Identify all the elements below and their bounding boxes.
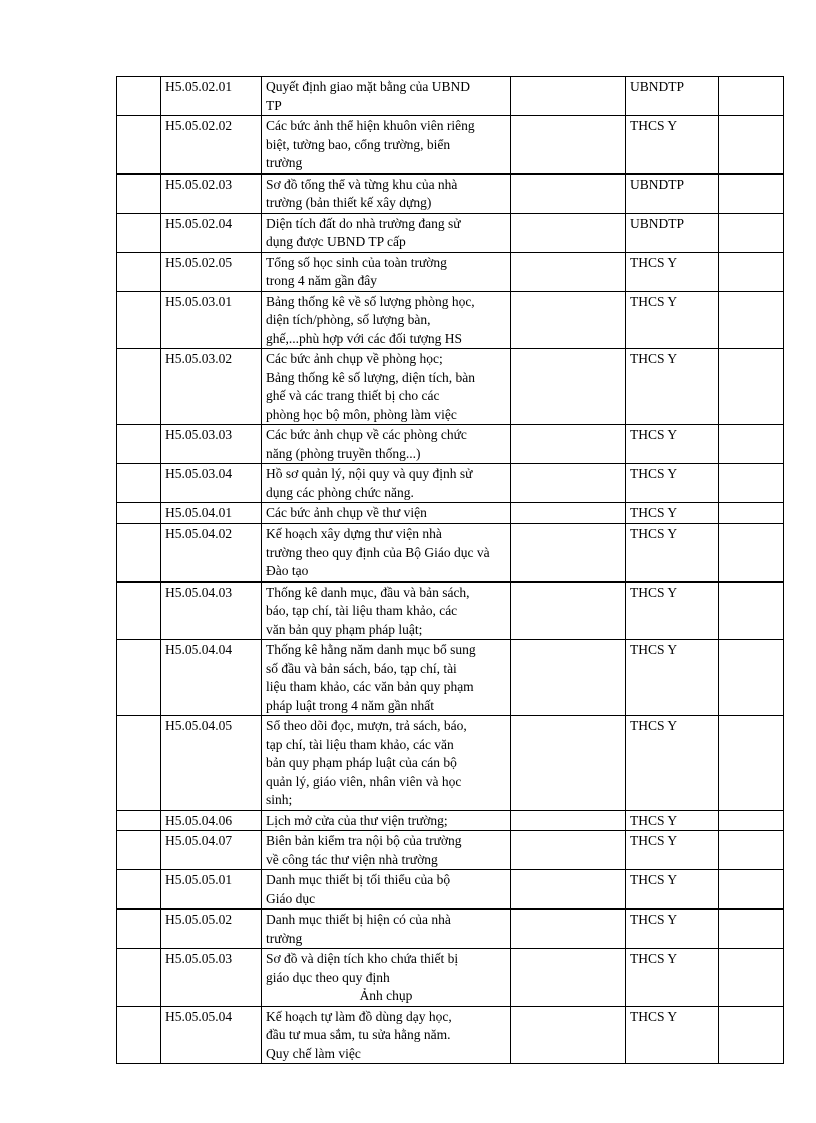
evidence-description	[262, 831, 511, 870]
table-row	[117, 810, 784, 831]
table-row	[117, 909, 784, 949]
evidence-description	[262, 909, 511, 949]
row-blank-cell	[117, 116, 161, 174]
description-line: số đầu và bản sách, báo, tạp chí, tài	[266, 660, 457, 676]
evidence-description	[262, 640, 511, 716]
row-blank-cell	[117, 503, 161, 524]
row-blank-cell	[511, 1006, 626, 1064]
row-blank-cell	[511, 870, 626, 910]
row-blank-cell	[511, 425, 626, 464]
description-line: văn bản quy phạm pháp luật;	[266, 621, 423, 637]
table-row	[117, 291, 784, 349]
row-blank-cell	[719, 503, 784, 524]
evidence-source: THCS Y	[626, 252, 719, 291]
description-line: diện tích/phòng, số lượng bàn,	[266, 312, 431, 327]
row-blank-cell	[719, 831, 784, 870]
evidence-description	[262, 524, 511, 582]
row-blank-cell	[117, 524, 161, 582]
description-line: trường	[266, 155, 303, 170]
description-line: ghế,...phù hợp với các đối tượng HS	[266, 330, 462, 346]
description-line: Bảng thống kê về số lượng phòng học,	[266, 293, 475, 309]
description-line: về công tác thư viện nhà trường	[266, 851, 438, 867]
description-line: tạp chí, tài liệu tham khảo, các văn	[266, 736, 454, 752]
row-blank-cell	[719, 810, 784, 831]
row-blank-cell	[511, 77, 626, 116]
evidence-source: UBNDTP	[626, 213, 719, 252]
description-line: Sổ theo dõi đọc, mượn, trả sách, báo,	[266, 718, 467, 733]
description-line: Các bức ảnh chụp về các phòng chức	[266, 427, 467, 442]
evidence-source: THCS Y	[626, 524, 719, 582]
evidence-source: THCS Y	[626, 831, 719, 870]
row-blank-cell	[511, 116, 626, 174]
row-blank-cell	[719, 213, 784, 252]
row-blank-cell	[117, 1006, 161, 1064]
evidence-source: UBNDTP	[626, 174, 719, 214]
description-line: Danh mục thiết bị hiện có của nhà	[266, 912, 451, 927]
evidence-source: THCS Y	[626, 716, 719, 811]
description-line: Bảng thống kê số lượng, diện tích, bàn	[266, 369, 476, 385]
description-line: biệt, tường bao, cổng trường, biển	[266, 136, 451, 152]
row-blank-cell	[719, 582, 784, 640]
description-line: Kế hoạch xây dựng thư viện nhà	[266, 526, 442, 541]
evidence-source: THCS Y	[626, 1006, 719, 1064]
evidence-code: H5.05.04.06	[161, 810, 262, 831]
evidence-source: THCS Y	[626, 909, 719, 949]
evidence-source: THCS Y	[626, 503, 719, 524]
description-line: Các bức ảnh chụp về phòng học;	[266, 351, 443, 366]
description-line: liệu tham khảo, các văn bản quy phạm	[266, 679, 474, 694]
row-blank-cell	[719, 524, 784, 582]
evidence-code: H5.05.03.02	[161, 349, 262, 425]
evidence-code: H5.05.04.07	[161, 831, 262, 870]
evidence-code: H5.05.03.03	[161, 425, 262, 464]
row-blank-cell	[511, 810, 626, 831]
evidence-code: H5.05.04.04	[161, 640, 262, 716]
description-line: Đào tạo	[266, 563, 309, 578]
evidence-source: THCS Y	[626, 582, 719, 640]
evidence-description	[262, 425, 511, 464]
table-row	[117, 1006, 784, 1064]
row-blank-cell	[117, 174, 161, 214]
description-line: trường theo quy định của Bộ Giáo dục và	[266, 544, 490, 560]
table-row	[117, 582, 784, 640]
description-line: báo, tạp chí, tài liệu tham khảo, các	[266, 603, 458, 618]
table-row	[117, 174, 784, 214]
evidence-code: H5.05.02.04	[161, 213, 262, 252]
evidence-table	[116, 76, 784, 1064]
description-line: giáo dục theo quy định	[266, 969, 390, 985]
row-blank-cell	[511, 464, 626, 503]
row-blank-cell	[511, 831, 626, 870]
evidence-description	[262, 116, 511, 174]
row-blank-cell	[117, 425, 161, 464]
row-blank-cell	[719, 291, 784, 349]
evidence-source: THCS Y	[626, 291, 719, 349]
table-row	[117, 831, 784, 870]
description-line: Biên bản kiểm tra nội bộ của trường	[266, 833, 462, 848]
evidence-description	[262, 1006, 511, 1064]
evidence-code: H5.05.02.02	[161, 116, 262, 174]
row-blank-cell	[719, 116, 784, 174]
evidence-code: H5.05.05.01	[161, 870, 262, 910]
description-line: Thống kê danh mục, đầu và bản sách,	[266, 584, 470, 600]
row-blank-cell	[719, 1006, 784, 1064]
evidence-source: THCS Y	[626, 116, 719, 174]
row-blank-cell	[117, 810, 161, 831]
evidence-source: THCS Y	[626, 464, 719, 503]
evidence-code: H5.05.04.03	[161, 582, 262, 640]
row-blank-cell	[511, 252, 626, 291]
description-line: quản lý, giáo viên, nhân viên và học	[266, 773, 462, 789]
evidence-source: THCS Y	[626, 949, 719, 1007]
row-blank-cell	[719, 77, 784, 116]
description-line: Kế hoạch tự làm đồ dùng dạy học,	[266, 1008, 452, 1024]
row-blank-cell	[511, 291, 626, 349]
table-row	[117, 425, 784, 464]
evidence-code: H5.05.03.01	[161, 291, 262, 349]
row-blank-cell	[511, 909, 626, 949]
evidence-source: THCS Y	[626, 870, 719, 910]
description-line: Các bức ảnh thể hiện khuôn viên riêng	[266, 118, 475, 133]
row-blank-cell	[719, 252, 784, 291]
evidence-description	[262, 870, 511, 910]
description-line: đầu tư mua sắm, tu sửa hằng năm.	[266, 1027, 451, 1042]
table-row	[117, 213, 784, 252]
table-row	[117, 503, 784, 524]
description-line: Danh mục thiết bị tối thiểu của bộ	[266, 872, 451, 887]
description-line: trong 4 năm gần đây	[266, 273, 377, 288]
table-row	[117, 77, 784, 116]
description-line: TP	[266, 97, 282, 113]
table-row	[117, 949, 784, 1007]
description-line: Lịch mở cửa của thư viện trường;	[266, 812, 448, 828]
evidence-description	[262, 464, 511, 503]
evidence-code: H5.05.05.02	[161, 909, 262, 949]
evidence-code: H5.05.04.05	[161, 716, 262, 811]
row-blank-cell	[117, 464, 161, 503]
row-blank-cell	[719, 716, 784, 811]
table-row	[117, 716, 784, 811]
row-blank-cell	[511, 524, 626, 582]
row-blank-cell	[719, 464, 784, 503]
description-line: pháp luật trong 4 năm gần nhất	[266, 697, 434, 713]
table-row	[117, 464, 784, 503]
evidence-source: THCS Y	[626, 810, 719, 831]
description-line: Diện tích đất do nhà trường đang sử	[266, 215, 461, 231]
row-blank-cell	[719, 349, 784, 425]
row-blank-cell	[511, 640, 626, 716]
row-blank-cell	[719, 909, 784, 949]
table-row	[117, 870, 784, 910]
description-line: dụng các phòng chức năng.	[266, 484, 414, 500]
row-blank-cell	[117, 213, 161, 252]
row-blank-cell	[117, 640, 161, 716]
evidence-code: H5.05.05.03	[161, 949, 262, 1007]
evidence-description	[262, 810, 511, 831]
evidence-description	[262, 77, 511, 116]
evidence-code: H5.05.04.01	[161, 503, 262, 524]
table-row	[117, 252, 784, 291]
description-line: dụng được UBND TP cấp	[266, 234, 406, 249]
description-line: Thống kê hằng năm danh mục bổ sung	[266, 642, 476, 657]
row-blank-cell	[117, 349, 161, 425]
table-row	[117, 640, 784, 716]
description-line: Sơ đồ tổng thể và từng khu của nhà	[266, 176, 458, 192]
evidence-description	[262, 503, 511, 524]
row-blank-cell	[511, 349, 626, 425]
evidence-description	[262, 349, 511, 425]
row-blank-cell	[511, 503, 626, 524]
row-blank-cell	[511, 213, 626, 252]
description-line: Sơ đồ và diện tích kho chứa thiết bị	[266, 951, 459, 966]
evidence-code: H5.05.02.03	[161, 174, 262, 214]
description-line: phòng học bộ môn, phòng làm việc	[266, 406, 457, 422]
evidence-source: THCS Y	[626, 425, 719, 464]
table-row	[117, 524, 784, 582]
evidence-code: H5.05.02.05	[161, 252, 262, 291]
description-line: Giáo dục	[266, 890, 316, 906]
row-blank-cell	[511, 582, 626, 640]
evidence-code: H5.05.03.04	[161, 464, 262, 503]
evidence-source: THCS Y	[626, 349, 719, 425]
description-line: ghế và các trang thiết bị cho các	[266, 388, 440, 403]
description-line: Các bức ảnh chụp về thư viện	[266, 505, 427, 520]
evidence-code: H5.05.04.02	[161, 524, 262, 582]
description-line: trường	[266, 930, 303, 946]
row-blank-cell	[719, 174, 784, 214]
evidence-source: THCS Y	[626, 640, 719, 716]
row-blank-cell	[511, 949, 626, 1007]
evidence-description	[262, 174, 511, 214]
row-blank-cell	[117, 252, 161, 291]
description-line: Ảnh chụp	[359, 988, 413, 1003]
evidence-description	[262, 582, 511, 640]
row-blank-cell	[511, 174, 626, 214]
description-line: sinh;	[266, 792, 293, 807]
row-blank-cell	[511, 716, 626, 811]
evidence-description	[262, 716, 511, 811]
description-line: Tổng số học sinh của toàn trường	[266, 254, 447, 270]
table-row	[117, 116, 784, 174]
row-blank-cell	[117, 716, 161, 811]
row-blank-cell	[719, 640, 784, 716]
description-line: Quyết định giao mặt bằng của UBND	[266, 79, 470, 94]
evidence-description	[262, 291, 511, 349]
evidence-source: UBNDTP	[626, 77, 719, 116]
evidence-code: H5.05.02.01	[161, 77, 262, 116]
evidence-code: H5.05.05.04	[161, 1006, 262, 1064]
row-blank-cell	[117, 909, 161, 949]
row-blank-cell	[117, 291, 161, 349]
row-blank-cell	[719, 425, 784, 464]
evidence-description	[262, 252, 511, 291]
row-blank-cell	[719, 949, 784, 1007]
description-line: năng (phòng truyền thống...)	[266, 445, 421, 461]
row-blank-cell	[117, 870, 161, 910]
evidence-description	[262, 213, 511, 252]
description-line: Hồ sơ quản lý, nội quy và quy định sử	[266, 466, 473, 481]
row-blank-cell	[117, 831, 161, 870]
row-blank-cell	[117, 949, 161, 1007]
evidence-description	[262, 949, 511, 1007]
row-blank-cell	[117, 77, 161, 116]
row-blank-cell	[117, 582, 161, 640]
description-line: bản quy phạm pháp luật của cán bộ	[266, 755, 457, 770]
table-row	[117, 349, 784, 425]
description-line: Quy chế làm việc	[266, 1045, 361, 1061]
description-line: trường (bản thiết kế xây dựng)	[266, 195, 432, 210]
row-blank-cell	[719, 870, 784, 910]
